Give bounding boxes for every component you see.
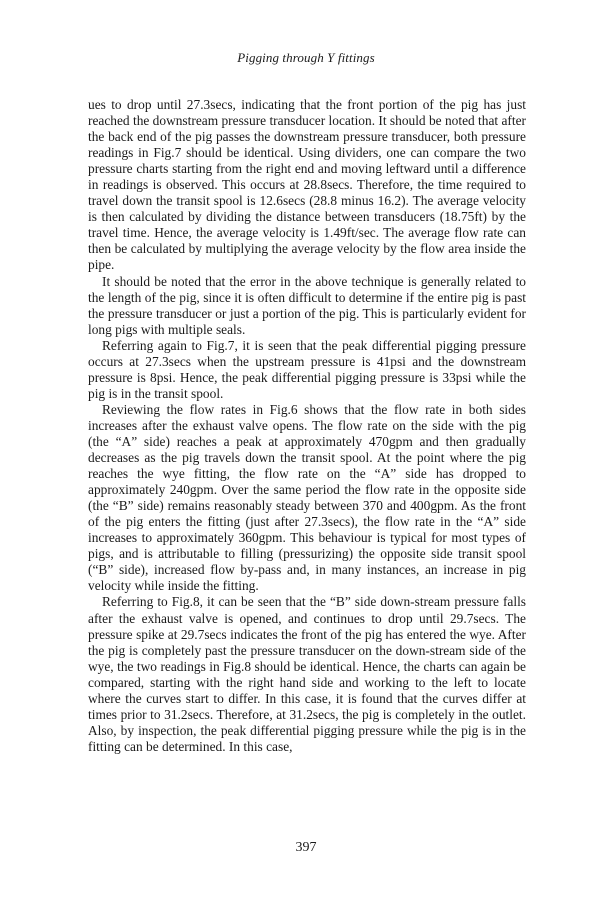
page-number: 397 [295,840,317,855]
paragraph-error-note: It should be noted that the error in the above technique is generally related to the length of the pig, since it is often difficult to determine if the entire pig is past the pressure transducer or just a portion of the pig. This is particularly evident for long pigs with multiple seals. [88,273,526,337]
paragraph-flow-rates: Reviewing the flow rates in Fig.6 shows that the flow rate in both sides increases after the exhaust valve opens. The flow rate on the side with the pig (the “A” side) reaches a peak at approximately 470gpm and then gradually decreases as the pig travels down the transit spool. At the point where the pig reaches the wye fitting, the flow rate on the “A” side has dropped to approximately 240gpm. Over the same period the flow rate in the opposite side (the “B” side) remains reasonably steady between 370 and 400gpm. As the front of the pig enters the fitting (just after 27.3secs), the flow rate in the “A” side increases to approximately 360gpm. This behaviour is typical for most types of pigs, and is attributable to filling (pressurizing) the opposite side transit spool (“B” side), increased flow by-pass and, in many instances, an increase in pig velocity while inside the fitting. [88,401,526,594]
paragraph-peak-pressure: Referring again to Fig.7, it is seen that the peak differential pigging pressure occurs at 27.3secs when the upstream pressure is 41psi and the downstream pressure is 8psi. Hence, the peak differential pigging pressure is 33psi while the pig is in the transit spool. [88,337,526,401]
running-head: Pigging through Y fittings [237,50,375,65]
paragraph-continuation: ues to drop until 27.3secs, indicating that the front portion of the pig has just reached the downstream pressure transducer location. It should be noted that after the back end of the pig passes the downstream pressure transducer, both pressure readings in Fig.7 should be identical. Using dividers, one can compare the two pressure charts starting from the right end and moving leftward until a difference in readings is observed. This occurs at 28.8secs. Therefore, the time required to travel down the transit spool is 12.6secs (28.8 minus 16.2). The average velocity is then calculated by dividing the distance between transducers (18.75ft) by the travel time. Hence, the average velocity is 1.49ft/sec. The average flow rate can then be calculated by multiplying the average velocity by the flow area inside the pipe. [88,97,527,273]
paragraph-fig8: Referring to Fig.8, it can be seen that the “B” side down-stream pressure falls after the exhaust valve is opened, and continues to drop until 29.7secs. The pressure spike at 29.7secs indicates the front of the pig has entered the wye. After the pig is completely past the pressure transducer on the down-stream side of the wye, the two readings in Fig.8 should be identical. Hence, the charts can again be compared, starting with the right hand side and working to the left to locate where the curves start to differ. In this case, it is found that the curves differ at times prior to 31.2secs. Therefore, at 31.2secs, the pig is completely in the outlet. Also, by inspection, the peak differential pigging pressure while the pig is in the fitting can be determined. In this case, [88,594,526,754]
body-text [88,97,526,755]
